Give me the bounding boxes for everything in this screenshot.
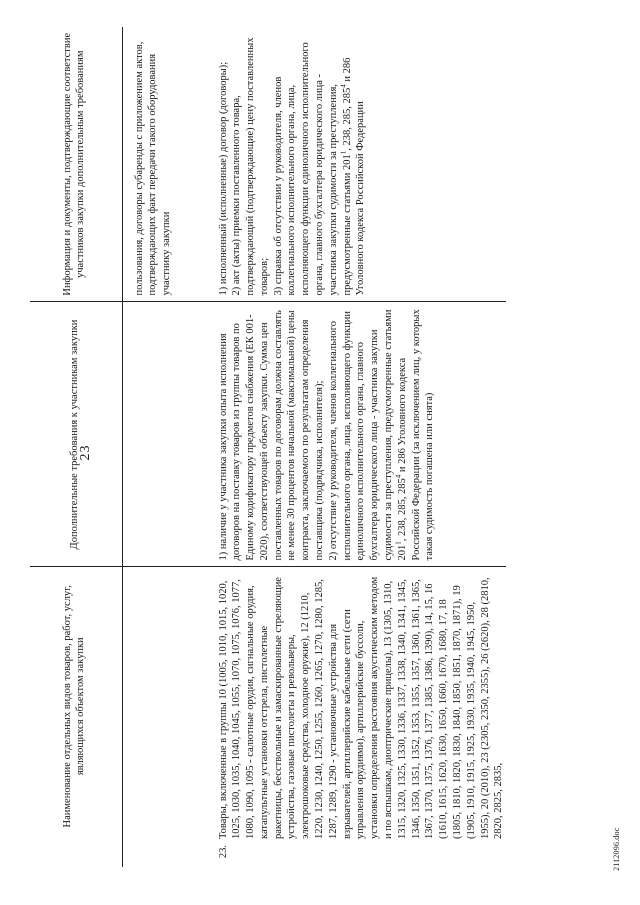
row-number: 23.: [217, 845, 229, 859]
continuation-text: пользования, договоры субаренды с приложением актов, подтверждающих факт передачи такого оборудования участнику закупки: [122, 27, 215, 302]
requirements-table: [30, 27, 506, 867]
table-header-row: [30, 27, 122, 867]
header-goods: Наименование отдельных видов товаров, работ, услуг, являющихся объектом закупки: [30, 567, 122, 867]
document-1: 1) исполненный (исполненные) договор (договоры);: [217, 61, 229, 296]
page-number: 23: [78, 444, 93, 461]
goods-text: Товары, включенные в группы 10 (1005, 1010, 1015, 1020, 1025, 1030, 1035, 1040, 1045, 1055, 1070, 1075, 1076, 1077, 1080, 1090, 1095 - салютные орудия, сигнальные орудия, катапультные установки отстрела, пистолетные ракетницы, бесствольные и замаскированные стреляющие устройства, газовые пистолеты и револьверы, электрошоковые средства, холодное оружие), 12 (1210, 1220, 1230, 1240, 1250, 1255, 1260, 1265, 1270, 1280, 1285, 1287, 1289, 1290 - установочные устройства для взрывателей, артиллерийские кабельные сети (сети управления орудиями), артиллерийские буссоли, установки определения расстояния акустическим методом и по вспышкам, диоптрические прицелы), 13 (1305, 1310, 1315, 1320, 1325, 1330, 1336, 1337, 1338, 1340, 1341, 1345, 1346, 1350, 1351, 1352, 1353, 1355, 1357, 1360, 1361, 1365, 1367, 1370, 1375, 1376, 1377, 1385, 1386, 1390), 14, 15, 16 (1610, 1615, 1620, 1630, 1650, 1660, 1670, 1680, 17, 18 (1805, 1810, 1820, 1830, 1840, 1850, 1851, 1870, 1871), 19 (1905, 1910, 1915, 1925, 1930, 1935, 1940, 1945, 1950, 1955), 20 (2010), 23 (2305, 2350, 2355), 26 (2620), 28 (2810, 2820, 2825, 2835,: [217, 576, 505, 839]
documents-cell: [215, 27, 507, 302]
document-3: 3) справка об отсутствии у руководителя, членов коллегиального исполнительного органа, лица, исполняющего функции единоличного исполнительного органа, главного бухгалтера юридического лица - участника закупки судимости за преступления, предусмотренные статьями $201^1$, 238, 285, $285^4$ и 286 Уголовного кодекса Российской Федерации: [272, 42, 367, 296]
goods-cell: [215, 567, 507, 867]
requirement-2: 2) отсутствие у руководителя, членов коллегиального исполнительного органа, лица, исполняющего функции единоличного исполнительного органа, главного бухгалтера юридического лица - участника закупки судимости за преступления, предусмотренные статьями $201^1$, 238, 285, $285^4$ и 286 Уголовного кодекса Российской Федерации (за исключением лиц, у которых такая судимость погашена или снята): [327, 309, 436, 561]
table-row: [215, 27, 507, 867]
requirements-cell: [215, 302, 507, 567]
header-requirements: Дополнительные требования к участникам закупки: [30, 302, 122, 567]
header-documents: Информация и документы, подтверждающие соответствие участников закупки дополнительным требованиям: [30, 27, 122, 302]
document-2: 2) акт (акты) приемки поставленного товара, подтверждающий (подтверждающие) цену поставленных товаров;: [231, 37, 270, 296]
footer-doc-code: 2112096.doc: [612, 827, 621, 871]
continuation-row: [122, 27, 215, 867]
requirement-1: 1) наличие у участника закупки опыта исполнения договоров на поставку товаров из группы товаров по Единому кодификатору предметов снабжения (ЕК 001-2020), соответствующей объекту закупки. Сумма цен поставленных товаров по договорам должна составлять не менее 30 процентов начальной (максимальной) цены контракта, заключаемого по результатам определения поставщика (подрядчика, исполнителя);: [217, 310, 326, 561]
